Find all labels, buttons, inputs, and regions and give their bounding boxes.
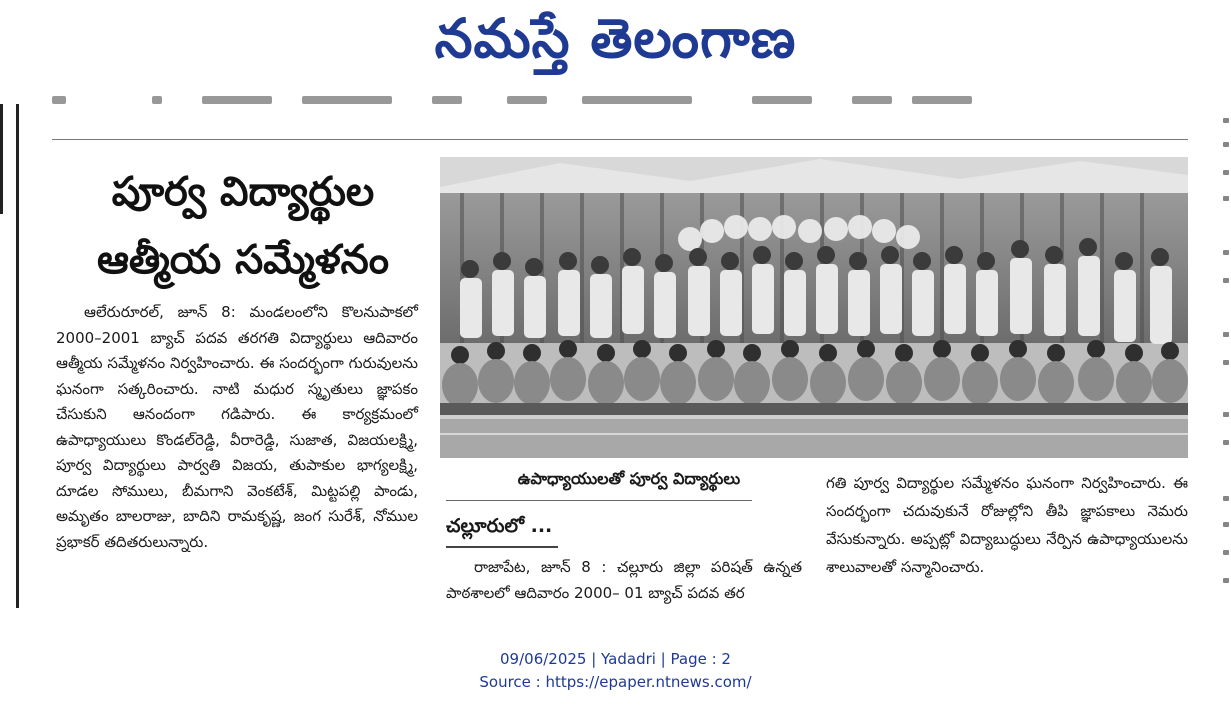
left-column-rule-long: [16, 104, 19, 608]
article-paragraph-right: గతి పూర్వ విద్యార్థుల సమ్మేళనం ఘనంగా నిర్వహించారు. ఈ సందర్భంగా చదువుకునే రోజుల్లోని తీపి జ్ఞాపకాలు నెమరు వేసుకున్నారు. అప్పట్లో విద్యాబుద్ధులు నేర్పిన ఉపాధ్యాయులను శాలువాలతో సన్మానించారు.: [826, 474, 1188, 576]
cut-text-strip: [52, 94, 992, 110]
left-column-rule: [0, 104, 3, 214]
headline-line-1: పూర్వ విద్యార్థుల: [111, 169, 375, 215]
page-info: 09/06/2025 | Yadadri | Page : 2: [500, 650, 731, 668]
newspaper-masthead: నమస్తే తెలంగాణ: [434, 7, 797, 70]
source-link[interactable]: Source : https://epaper.ntnews.com/: [479, 673, 752, 691]
article-body-middle: [446, 555, 802, 606]
sub-heading-underline: [446, 546, 558, 548]
article-body-left: [56, 300, 418, 555]
article-paragraph: ఆలేరురూరల్, జూన్ 8: మండలంలోని కొలనుపాకలో 2000–2001 బ్యాచ్ పదవ తరగతి విద్యార్థులు ఆదివారం ఆత్మీయ సమ్మేళనం నిర్వహించారు. ఈ సందర్భంగా గురువులను ఘనంగా సత్కరించారు. నాటి మధుర స్మృతులు జ్ఞాపకం చేసుకుని ఆనందంగా గడిపారు. ఈ కార్యక్రమంలో ఉపాధ్యాయులు కొండల్‌రెడ్డి, వీరారెడ్డి, సుజాత, విజయలక్ష్మి, పూర్వ విద్యార్థులు పార్వతి విజయ, తుపాకుల భాగ్యలక్ష్మి, దూడల సోములు, బీమగాని వెంకటేశ్, మిట్టపల్లి పాండు, అమృతం బాలరాజు, బాదిని రామకృష్ణ, జంగ సురేశ్, నోముల ప్రభాకర్ తదితరులున్నారు.: [56, 303, 418, 551]
photo-caption: ఉపాధ్యాయులతో పూర్వ విద్యార్థులు: [517, 469, 741, 488]
article-paragraph-middle: రాజాపేట, జూన్ 8 : చల్లూరు జిల్లా పరిషత్ ఉన్నత పాఠశాలలో ఆదివారం 2000– 01 బ్యాచ్ పదవ తర: [446, 558, 802, 602]
right-edge-text-fragment: [1219, 110, 1231, 610]
headline-line-2: ఆత్మీయ సమ్మేళనం: [96, 237, 390, 283]
article-headline: [60, 158, 426, 294]
article-body-right: [826, 469, 1188, 581]
sub-heading: చల్లూరులో ...: [446, 515, 553, 537]
group-photo: [440, 157, 1188, 458]
section-divider: [52, 139, 1188, 140]
caption-underline: [446, 500, 752, 501]
